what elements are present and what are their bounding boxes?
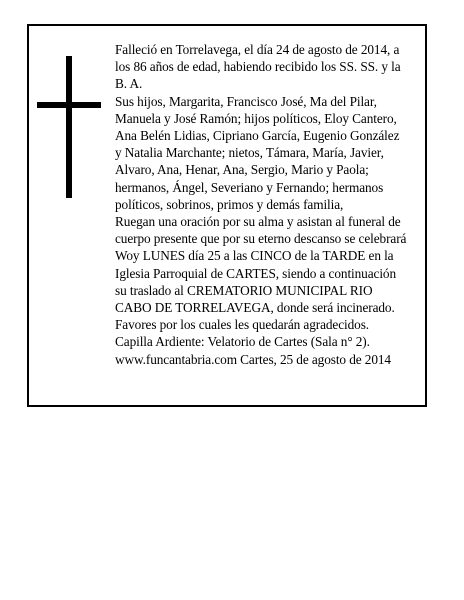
notice-line: Sus hijos, Margarita, Francisco José, Ma del Pilar, — [115, 93, 377, 109]
cross-horizontal-bar — [37, 102, 101, 108]
notice-line: cuerpo presente que por su eterno descanso se celebrará — [115, 231, 407, 247]
notice-line: www.funcantabria.com Cartes, 25 de agosto de 2014 — [115, 351, 391, 367]
notice-line: B. A. — [115, 76, 143, 92]
notice-line: hermanos, Ángel, Severiano y Fernando; hermanos — [115, 179, 384, 195]
cross-icon — [37, 56, 101, 198]
notice-line: Woy LUNES día 25 a las CINCO de la TARDE en la — [115, 248, 394, 264]
notice-line: Favores por los cuales les quedarán agradecidos. — [115, 317, 370, 333]
cross-vertical-bar — [66, 56, 72, 198]
notice-line: Ruegan una oración por su alma y asistan al funeral de — [115, 214, 401, 230]
notice-line: su traslado al CREMATORIO MUNICIPAL RIO — [115, 282, 373, 298]
notice-line: políticos, sobrinos, primos y demás familia, — [115, 196, 344, 212]
notice-line: Alvaro, Ana, Henar, Ana, Sergio, Mario y Paola; — [115, 162, 369, 178]
notice-line: Capilla Ardiente: Velatorio de Cartes (Sala n° 2). — [115, 334, 370, 350]
notice-line: Manuela y José Ramón; hijos políticos, Eloy Cantero, — [115, 110, 397, 126]
notice-text — [115, 41, 420, 368]
notice-line: CABO DE TORRELAVEGA, donde será incinerado. — [115, 300, 395, 316]
notice-line: Iglesia Parroquial de CARTES, siendo a continuación — [115, 265, 397, 281]
notice-line: Falleció en Torrelavega, el día 24 de agosto de 2014, a — [115, 42, 400, 57]
notice-line: y Natalia Marchante; nietos, Támara, María, Javier, — [115, 145, 384, 161]
notice-line: los 86 años de edad, habiendo recibido los SS. SS. y la — [115, 59, 401, 75]
obituary-notice — [27, 24, 427, 407]
notice-line: Ana Belén Lidias, Cipriano García, Eugenio González — [115, 128, 400, 144]
